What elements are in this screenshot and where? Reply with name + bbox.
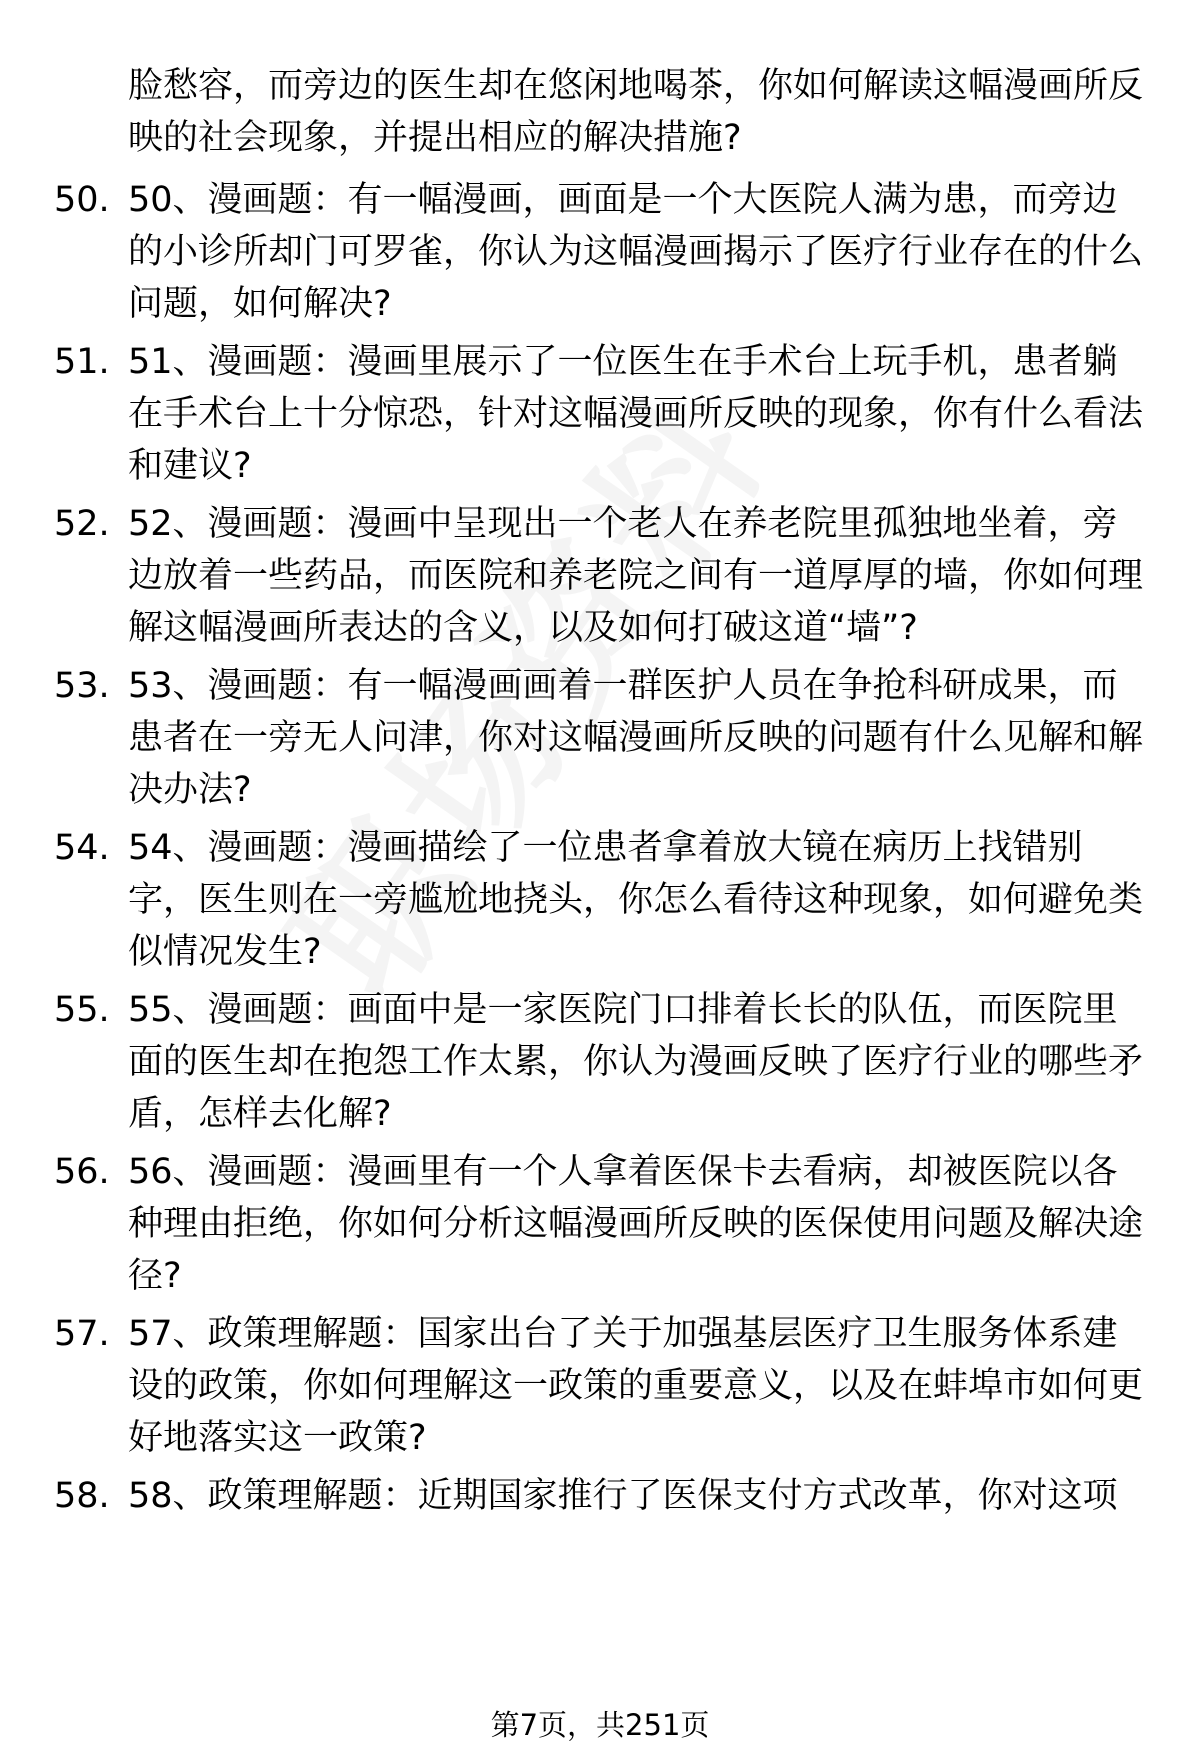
question-item bbox=[50, 660, 1150, 816]
question-text: 52、漫画题：漫画中呈现出一个老人在养老院里孤独地坐着，旁边放着一些药品，而医院和养老院之间有一道厚厚的墙，你如何理解这幅漫画所表达的含义，以及如何打破这道“墙”? bbox=[128, 504, 1144, 648]
question-text: 53、漫画题：有一幅漫画画着一群医护人员在争抢科研成果，而患者在一旁无人问津，你对这幅漫画所反映的问题有什么见解和解决办法? bbox=[128, 666, 1144, 810]
question-text: 51、漫画题：漫画里展示了一位医生在手术台上玩手机，患者躺在手术台上十分惊恐，针对这幅漫画所反映的现象，你有什么看法和建议? bbox=[128, 342, 1144, 486]
question-item bbox=[50, 174, 1150, 330]
question-item bbox=[50, 1470, 1150, 1522]
question-number: 52. bbox=[54, 504, 110, 544]
question-item bbox=[50, 822, 1150, 978]
question-number: 57. bbox=[54, 1314, 110, 1354]
question-item bbox=[50, 1308, 1150, 1464]
question-number: 50. bbox=[54, 180, 110, 220]
question-item bbox=[50, 984, 1150, 1140]
question-number: 53. bbox=[54, 666, 110, 706]
question-number: 58. bbox=[54, 1476, 110, 1516]
page-number: 第7页，共251页 bbox=[490, 1708, 710, 1742]
question-number: 54. bbox=[54, 828, 110, 868]
question-text: 58、政策理解题：近期国家推行了医保支付方式改革，你对这项 bbox=[128, 1476, 1118, 1516]
question-number: 56. bbox=[54, 1152, 110, 1192]
question-text: 56、漫画题：漫画里有一个人拿着医保卡去看病，却被医院以各种理由拒绝，你如何分析这幅漫画所反映的医保使用问题及解决途径? bbox=[128, 1152, 1144, 1296]
question-text: 57、政策理解题：国家出台了关于加强基层医疗卫生服务体系建设的政策，你如何理解这一政策的重要意义，以及在蚌埠市如何更好地落实这一政策? bbox=[128, 1314, 1144, 1458]
question-item bbox=[50, 498, 1150, 654]
question-text: 55、漫画题：画面中是一家医院门口排着长长的队伍，而医院里面的医生却在抱怨工作太累，你认为漫画反映了医疗行业的哪些矛盾，怎样去化解? bbox=[128, 990, 1144, 1134]
question-number: 51. bbox=[54, 342, 110, 382]
question-item bbox=[50, 1146, 1150, 1302]
continued-question-text: 脸愁容，而旁边的医生却在悠闲地喝茶，你如何解读这幅漫画所反映的社会现象，并提出相应的解决措施? bbox=[128, 66, 1144, 158]
question-number: 55. bbox=[54, 990, 110, 1030]
question-text: 54、漫画题：漫画描绘了一位患者拿着放大镜在病历上找错别字，医生则在一旁尴尬地挠头，你怎么看待这种现象，如何避免类似情况发生? bbox=[128, 828, 1144, 972]
question-text: 50、漫画题：有一幅漫画，画面是一个大医院人满为患，而旁边的小诊所却门可罗雀，你认为这幅漫画揭示了医疗行业存在的什么问题，如何解决? bbox=[128, 180, 1144, 324]
question-item bbox=[50, 336, 1150, 492]
